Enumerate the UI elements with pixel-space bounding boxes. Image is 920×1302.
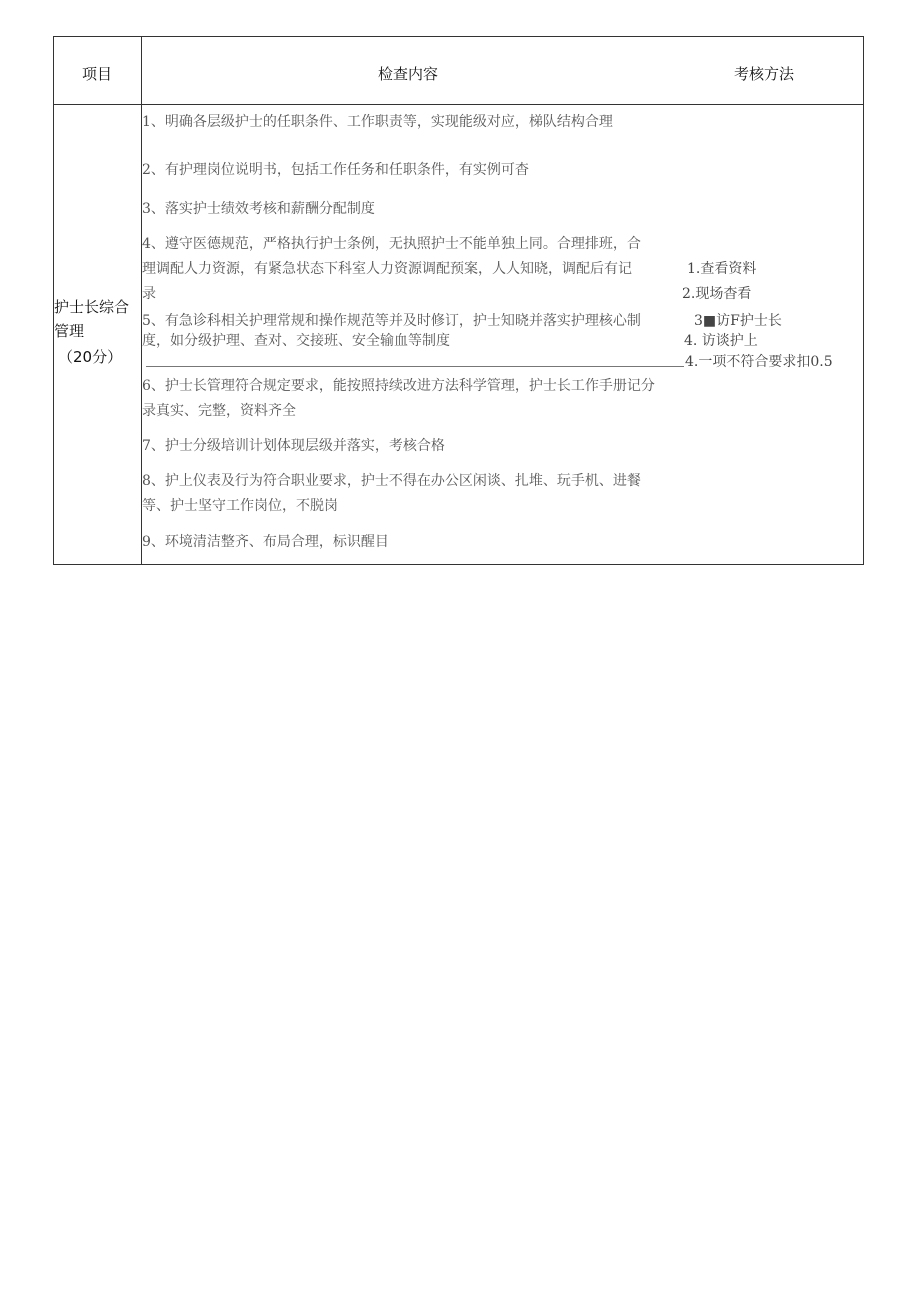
divider-line [146,366,684,367]
method-line: 3■访F护士长 [694,313,782,329]
method-line: 1.查看资料 [687,261,757,277]
content-line: 8、护上仪表及行为符合职业要求，护士不得在办公区闲谈、扎堆、玩手机、进餐 [142,473,641,489]
content-line: 录真实、完整，资料齐全 [142,403,296,419]
content-line: 2、有护理岗位说明书，包括工作任务和任职条件，有实例可杳 [142,162,529,178]
method-line: 4. 访谈护上 [684,333,758,349]
content-line: 3、落实护士绩效考核和薪酬分配制度 [142,201,375,217]
header-method: 考核方法 [734,65,795,83]
content-line: 6、护士长管理符合规定要求，能按照持续改进方法科学管理，护士长工作手册记分 [142,378,655,394]
content-line: 7、护士分级培训计划体现层级并落实，考核合格 [142,438,445,454]
content-line: 9、环境清洁整齐、布局合理，标识醒目 [142,534,389,550]
content-line: 1、明确各层级护士的任职条件、工作职责等，实现能级对应，梯队结构合理 [142,114,613,130]
content-line: 度，如分级护理、查对、交接班、安全输血等制度 [142,333,450,349]
inspection-table [53,36,864,565]
content-line: 5、有急诊科相关护理常规和操作规范等并及时修订，护士知晓并落实护理核心制 [142,313,641,329]
header-project: 项目 [82,65,113,83]
content-line: 等、护士坚守工作岗位，不脱岗 [142,498,338,514]
content-line: 4、遵守医德规范，严格执行护士条例，无执照护士不能单独上同。合理排班，合 [142,236,641,252]
content-line: 录 [142,286,156,302]
header-content: 检查内容 [378,65,439,83]
content-line: 理调配人力资源，有紧急状态下科室人力资源调配预案，人人知晓，调配后有记 [142,261,632,277]
item-score: （20分） [58,348,123,366]
method-line: 2.现场杳看 [682,286,752,302]
header-divider [54,104,863,105]
item-title: 护士长综合管理 [54,298,130,340]
method-line: 4.一项不符合要求扣0.5 [685,354,833,370]
